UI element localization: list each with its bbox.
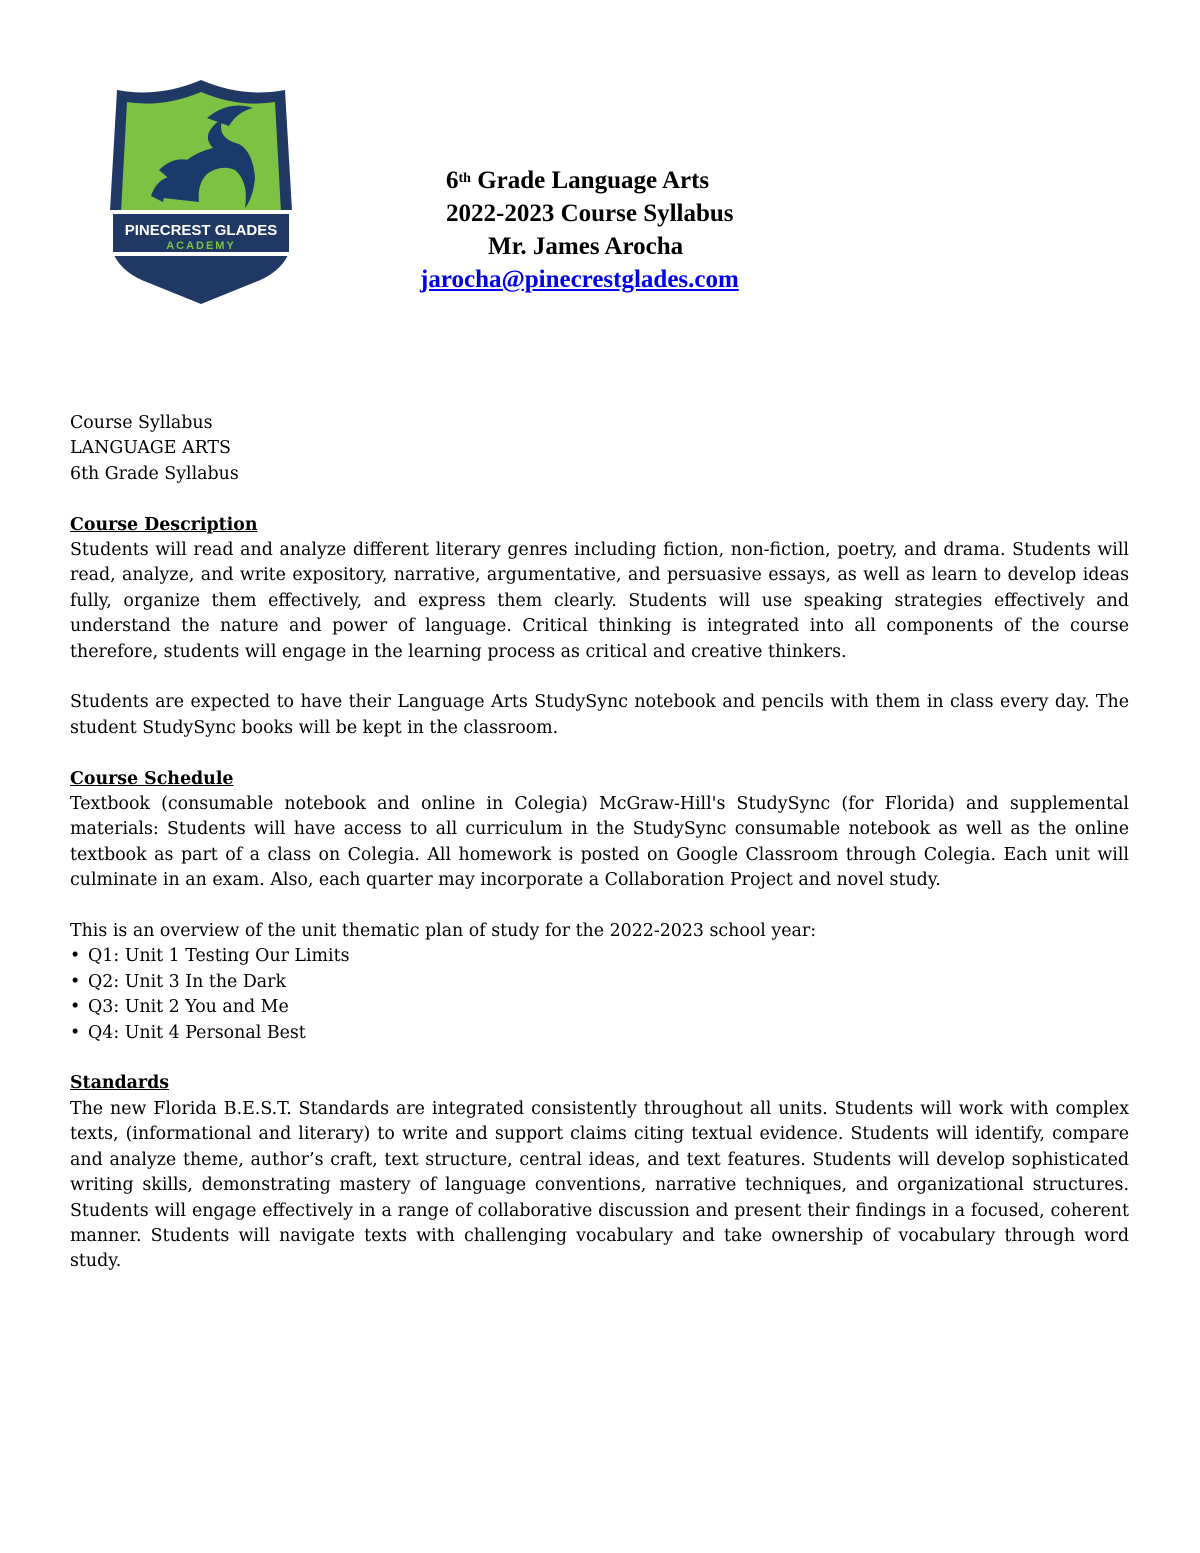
list-item: • Q4: Unit 4 Personal Best [70,1022,306,1043]
teacher-email-link[interactable]: jarocha@pinecrestglades.com [420,266,739,293]
list-item: • Q3: Unit 2 You and Me [70,997,289,1018]
course-description-text: Students will read and analyze different literary genres including fiction, non-fiction, poetry, and drama. Students will read, analyze, and write expository, narrative, argumentative, and persuasive essays, as well as learn to develop ideas fully, organize them effectively, and express them clearly. Students will use speaking strategies effectively and understand the nature and power of language. Critical thinking is integrated into all components of the course therefore, students will engage in the learning process as critical and creative thinkers. [70,540,1129,662]
syllabus-header [400,164,820,296]
meta-line-1: Course Syllabus [70,413,213,433]
school-crest-icon [103,78,299,306]
course-title: 6th Grade Language Arts [446,167,710,194]
standards-heading: Standards [70,1073,170,1094]
school-logo [103,78,299,306]
course-year: 2022-2023 Course Syllabus [446,200,734,227]
course-schedule-heading: Course Schedule [70,768,234,789]
unit-overview-text: This is an overview of the unit thematic plan of study for the 2022-2023 school year: [70,921,817,942]
teacher-name: Mr. James Arocha [488,233,684,260]
materials-text: Students are expected to have their Language Arts StudySync notebook and pencils with them in class every day. The student StudySync books will be kept in the classroom. [70,692,1129,738]
list-item: • Q1: Unit 1 Testing Our Limits [70,946,350,967]
course-schedule-text: Textbook (consumable notebook and online in Colegia) McGraw-Hill's StudySync (for Florida) and supplemental materials: Students will have access to all curriculum in the StudySync consumable notebook as well as the online textbook as part of a class on Colegia. All homework is posted on Google Classroom through Colegia. Each unit will culminate in an exam. Also, each quarter may incorporate a Collaboration Project and novel study. [70,794,1129,891]
list-item: • Q2: Unit 3 In the Dark [70,971,287,992]
meta-line-3: 6th Grade Syllabus [70,463,239,484]
unit-list [70,944,1129,1046]
syllabus-body [70,411,1129,1275]
svg-text:PINECREST GLADES: PINECREST GLADES [124,222,278,239]
standards-text: The new Florida B.E.S.T. Standards are integrated consistently throughout all units. Students will work with complex texts, (informational and literary) to write and support claims citing textual evidence. Students will identify, compare and analyze theme, author’s craft, text structure, central ideas, and text features. Students will develop sophisticated writing skills, demonstrating mastery of language conventions, narrative techniques, and organizational structures. Students will engage effectively in a range of collaborative discussion and present their findings in a focused, coherent manner. Students will navigate texts with challenging vocabulary and take ownership of vocabulary through word study. [70,1098,1129,1272]
svg-text:ACADEMY: ACADEMY [166,240,236,252]
course-description-heading: Course Description [70,514,258,535]
meta-line-2: LANGUAGE ARTS [70,438,231,459]
